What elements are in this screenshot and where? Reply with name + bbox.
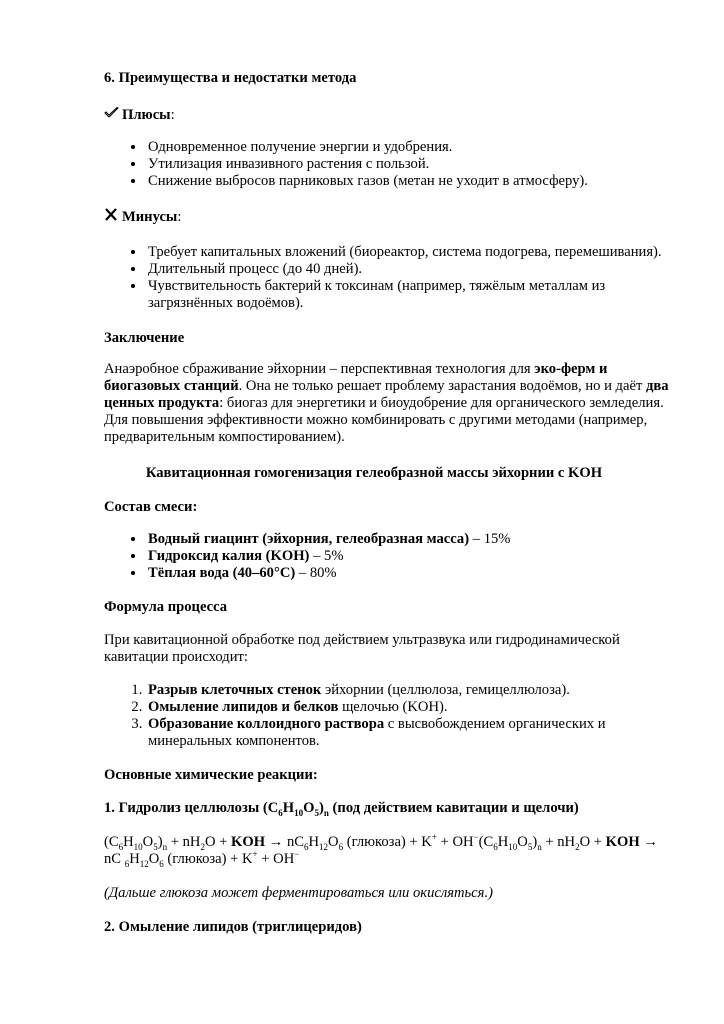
pros-list	[104, 139, 724, 190]
bold-text: Гидроксид калия (KOH)	[148, 548, 310, 564]
formula-text: (глюкоза) + K	[343, 834, 432, 850]
conclusion-title: Заключение	[104, 330, 185, 346]
text: : биогаз для энергетики и биоудобрение для органического земледелия. Для повышения эффективности можно комбинировать с другими методами (например, предварительным компостированием).	[104, 395, 664, 445]
list-item: • Чувствительность бактерий к токсинам (например, тяжёлым металлам из загрязнённых водоёмов).	[146, 278, 724, 312]
formula-text: (глюкоза) + K	[163, 851, 253, 867]
list-item: • Снижение выбросов парниковых газов (метан не уходит в атмосферу).	[146, 173, 724, 190]
text: щелочью (KOH).	[338, 699, 448, 715]
text: . Она не только решает проблему зарастания водоёмов, но и даёт	[238, 378, 646, 394]
pros-heading	[104, 107, 684, 124]
reaction1-note	[104, 885, 684, 902]
cons-heading	[104, 208, 684, 226]
list-item	[146, 565, 724, 582]
text: )	[319, 800, 324, 816]
subscript: 10	[508, 841, 518, 852]
subscript: 12	[319, 841, 329, 852]
list-item: • Требует капитальных вложений (биореактор, система подогрева, перемешивания).	[146, 244, 724, 261]
subscript: 6	[493, 841, 498, 852]
formula-text: → nC	[265, 834, 304, 850]
reaction1-title	[104, 800, 684, 817]
list-item: • Одновременное получение энергии и удобрения.	[146, 139, 724, 156]
subscript: 6	[159, 858, 164, 869]
formula-text: O	[328, 834, 339, 850]
list-item	[146, 699, 724, 716]
formula-text: + OH	[436, 834, 474, 850]
cons-list	[104, 244, 724, 312]
subscript: 6	[304, 841, 309, 852]
formula-text: H	[308, 834, 320, 850]
formula-text: O	[142, 834, 154, 850]
subscript: 2	[200, 841, 205, 852]
subscript: 6	[118, 841, 124, 852]
text: Анаэробное сбраживание эйхорнии – перспективная технология для	[104, 361, 535, 377]
superscript: −	[294, 849, 300, 860]
superscript: +	[431, 832, 437, 843]
text: с высвобождением органических и минеральных компонентов.	[148, 716, 606, 749]
bold-text: Тёплая вода (40–60°C)	[148, 565, 296, 581]
list-item	[146, 548, 724, 565]
subscript: n	[323, 807, 329, 818]
subscript: 6	[338, 841, 344, 852]
text: (под действием кавитации и щелочи)	[328, 800, 579, 816]
text: O	[303, 800, 315, 816]
list-item: • Утилизация инвазивного растения с пользой.	[146, 156, 724, 173]
subscript: 5	[527, 841, 533, 852]
mix-title: Состав смеси:	[104, 499, 198, 515]
text: – 80%	[295, 565, 337, 581]
section-title: 6. Преимущества и недостатки метода	[104, 70, 357, 86]
mix-list	[104, 531, 724, 582]
bold-text: эко-ферм и биогазовых станций	[104, 361, 608, 394]
formula-text: O +	[579, 834, 606, 850]
subscript: 6	[278, 807, 283, 818]
list-item	[146, 716, 724, 750]
formula-text: KOH	[605, 834, 640, 850]
text: эйхорнии (целлюлоза, гемицеллюлоза).	[321, 682, 570, 698]
formula-text: H	[129, 851, 140, 867]
subscript: n	[537, 841, 542, 852]
formula-text: (C	[478, 834, 494, 850]
pros-label: Плюсы	[122, 107, 171, 123]
formula-text: H	[123, 834, 134, 850]
superscript: −	[473, 832, 479, 843]
cross-mark-icon	[104, 208, 122, 226]
subscript: 10	[294, 807, 304, 818]
subscript: 2	[575, 841, 580, 852]
subscript: 5	[153, 841, 158, 852]
formula-text: + OH	[257, 851, 295, 867]
text: H	[282, 800, 295, 816]
check-mark-icon	[104, 107, 122, 124]
formula-text: O +	[204, 834, 232, 850]
formula-text: )	[532, 834, 538, 850]
formula-text: KOH	[231, 834, 266, 850]
subscript: 12	[139, 858, 149, 869]
formula-text: + nH	[541, 834, 576, 850]
list-item	[146, 531, 724, 548]
conclusion-paragraph	[104, 361, 674, 446]
bold-text: Образование коллоидного раствора	[148, 716, 385, 732]
text: – 5%	[309, 548, 344, 564]
subscript: n	[162, 841, 168, 852]
text: – 15%	[469, 531, 511, 547]
formula-text: O	[148, 851, 160, 867]
bold-text: Разрыв клеточных стенок	[148, 682, 322, 698]
bold-text: Омыление липидов и белков	[148, 699, 339, 715]
reaction2-title: 2. Омыление липидов (триглицеридов)	[104, 919, 362, 935]
colon: :	[170, 107, 175, 123]
superscript: +	[252, 849, 258, 860]
subscript: 6	[124, 858, 130, 869]
bold-text: Водный гиацинт (эйхорния, гелеобразная масса)	[148, 531, 470, 547]
formula-title: Формула процесса	[104, 599, 228, 615]
formula-text: → nC	[104, 834, 658, 867]
cavitation-title: Кавитационная гомогенизация гелеобразной массы эйхорнии с KOH	[145, 465, 603, 481]
list-item	[146, 682, 724, 699]
list-item: • Длительный процесс (до 40 дней).	[146, 261, 724, 278]
formula-text: )	[157, 834, 163, 850]
text: 1. Гидролиз целлюлозы (C	[104, 800, 279, 816]
formula-text: + nH	[167, 834, 201, 850]
subscript: 10	[133, 841, 143, 852]
formula-text: (C	[104, 834, 119, 850]
formula-text: H	[497, 834, 509, 850]
formula-intro: При кавитационной обработке под действием ультразвука или гидродинамической кавитации происходит:	[104, 632, 620, 665]
colon: :	[177, 209, 182, 225]
reactions-title: Основные химические реакции:	[104, 767, 318, 783]
formula-text: O	[517, 834, 528, 850]
cons-label: Минусы	[122, 209, 178, 225]
steps-list	[104, 682, 724, 750]
reaction1-formula	[104, 834, 676, 868]
note-text: (Дальше глюкоза может ферментироваться или окисляться.)	[104, 885, 493, 901]
subscript: 5	[314, 807, 320, 818]
bold-text: два ценных продукта	[104, 378, 669, 411]
